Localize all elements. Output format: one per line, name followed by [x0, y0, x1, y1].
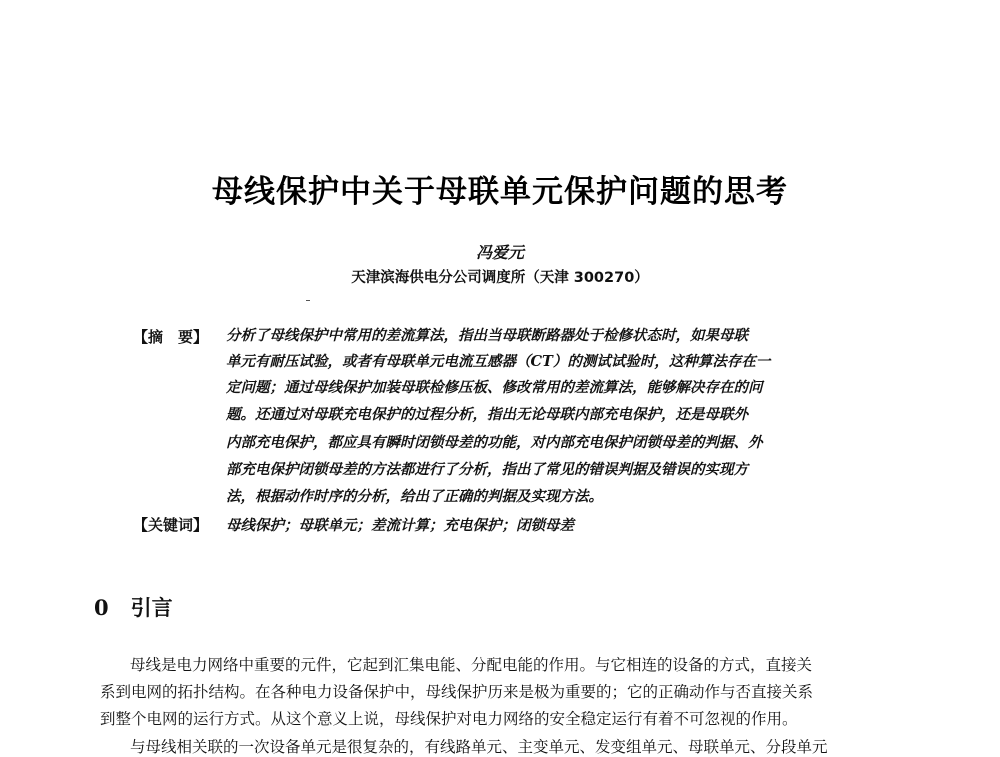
abstract-label: 【摘 要】	[133, 328, 209, 346]
abstract-line: 法，根据动作时序的分析，给出了正确的判据及实现方法。	[226, 488, 603, 505]
body-line: 系到电网的拓扑结构。在各种电力设备保护中，母线保护历来是极为重要的；它的正确动作与否直接关系	[100, 683, 814, 701]
author-affiliation: 天津滨海供电分公司调度所（天津 300270）	[351, 270, 649, 286]
abstract-line: 内部充电保护，都应具有瞬时闭锁母差的功能，对内部充电保护闭锁母差的判据、外	[226, 434, 763, 451]
abstract-line: 分析了母线保护中常用的差流算法，指出当母联断路器处于检修状态时，如果母联	[226, 327, 748, 344]
keywords-text: 母线保护；母联单元；差流计算；充电保护；闭锁母差	[226, 517, 574, 534]
section-number: 0	[94, 595, 109, 620]
section-heading	[94, 592, 173, 622]
section-title: 引言	[130, 596, 173, 620]
paper-title: 母线保护中关于母联单元保护问题的思考	[212, 174, 788, 210]
abstract-line: 题。还通过对母联充电保护的过程分析，指出无论母联内部充电保护，还是母联外	[226, 406, 748, 423]
abstract-line: 部充电保护闭锁母差的方法都进行了分析，指出了常见的错误判据及错误的实现方	[226, 461, 748, 478]
scan-speck	[306, 300, 310, 301]
body-line: 与母线相关联的一次设备单元是很复杂的，有线路单元、主变单元、发变组单元、母联单元、分段单元	[130, 738, 828, 756]
abstract-line: 定问题；通过母线保护加装母联检修压板、修改常用的差流算法，能够解决存在的问	[226, 379, 763, 396]
body-line: 到整个电网的运行方式。从这个意义上说，母线保护对电力网络的安全稳定运行有着不可忽视的作用。	[100, 710, 798, 728]
keywords-label: 【关键词】	[133, 516, 209, 534]
author-name: 冯爱元	[475, 243, 524, 262]
body-line: 母线是电力网络中重要的元件，它起到汇集电能、分配电能的作用。与它相连的设备的方式，直接关	[130, 656, 813, 674]
abstract-line: 单元有耐压试验，或者有母联单元电流互感器（CT）的测试试验时，这种算法存在一	[226, 353, 771, 370]
